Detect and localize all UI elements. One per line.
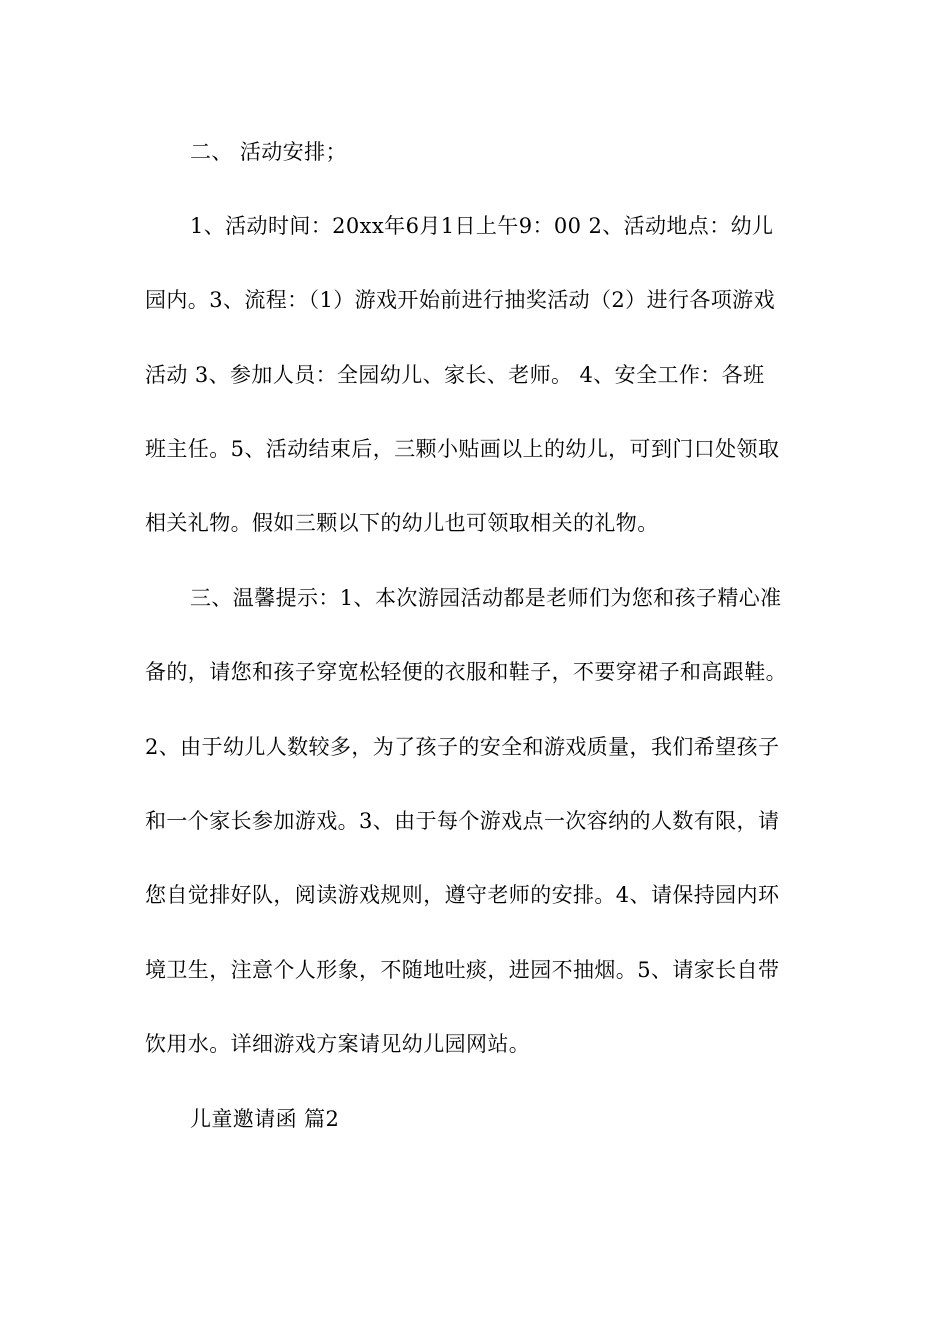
paragraph-line: 三、温馨提示：1、本次游园活动都是老师们为您和孩子精心准 bbox=[190, 586, 782, 610]
paragraph-line: 1、活动时间：20xx年6月1日上午9：00 2、活动地点：幼儿 bbox=[190, 214, 774, 238]
paragraph-line: 您自觉排好队，阅读游戏规则，遵守老师的安排。4、请保持园内环 bbox=[145, 883, 780, 907]
paragraph-line: 相关礼物。假如三颗以下的幼儿也可领取相关的礼物。 bbox=[145, 511, 659, 535]
paragraph-line: 和一个家长参加游戏。3、由于每个游戏点一次容纳的人数有限，请 bbox=[145, 809, 780, 833]
paragraph-line: 园内。3、流程：（1）游戏开始前进行抽奖活动（2）进行各项游戏 bbox=[145, 288, 775, 312]
paragraph-line: 班主任。5、活动结束后，三颗小贴画以上的幼儿，可到门口处领取 bbox=[145, 437, 780, 461]
section-heading-invitation-part-2: 儿童邀请函 篇2 bbox=[190, 1107, 340, 1131]
paragraph-line: 2、由于幼儿人数较多，为了孩子的安全和游戏质量，我们希望孩子 bbox=[145, 735, 780, 759]
paragraph-line: 境卫生，注意个人形象，不随地吐痰，进园不抽烟。5、请家长自带 bbox=[145, 958, 780, 982]
paragraph-line: 饮用水。详细游戏方案请见幼儿园网站。 bbox=[145, 1032, 531, 1056]
paragraph-line: 备的，请您和孩子穿宽松轻便的衣服和鞋子，不要穿裙子和高跟鞋。 bbox=[145, 660, 787, 684]
paragraph-line: 活动 3、参加人员：全园幼儿、家长、老师。 4、安全工作：各班 bbox=[145, 363, 765, 387]
section-heading-activity-arrangement: 二、 活动安排； bbox=[190, 140, 347, 164]
